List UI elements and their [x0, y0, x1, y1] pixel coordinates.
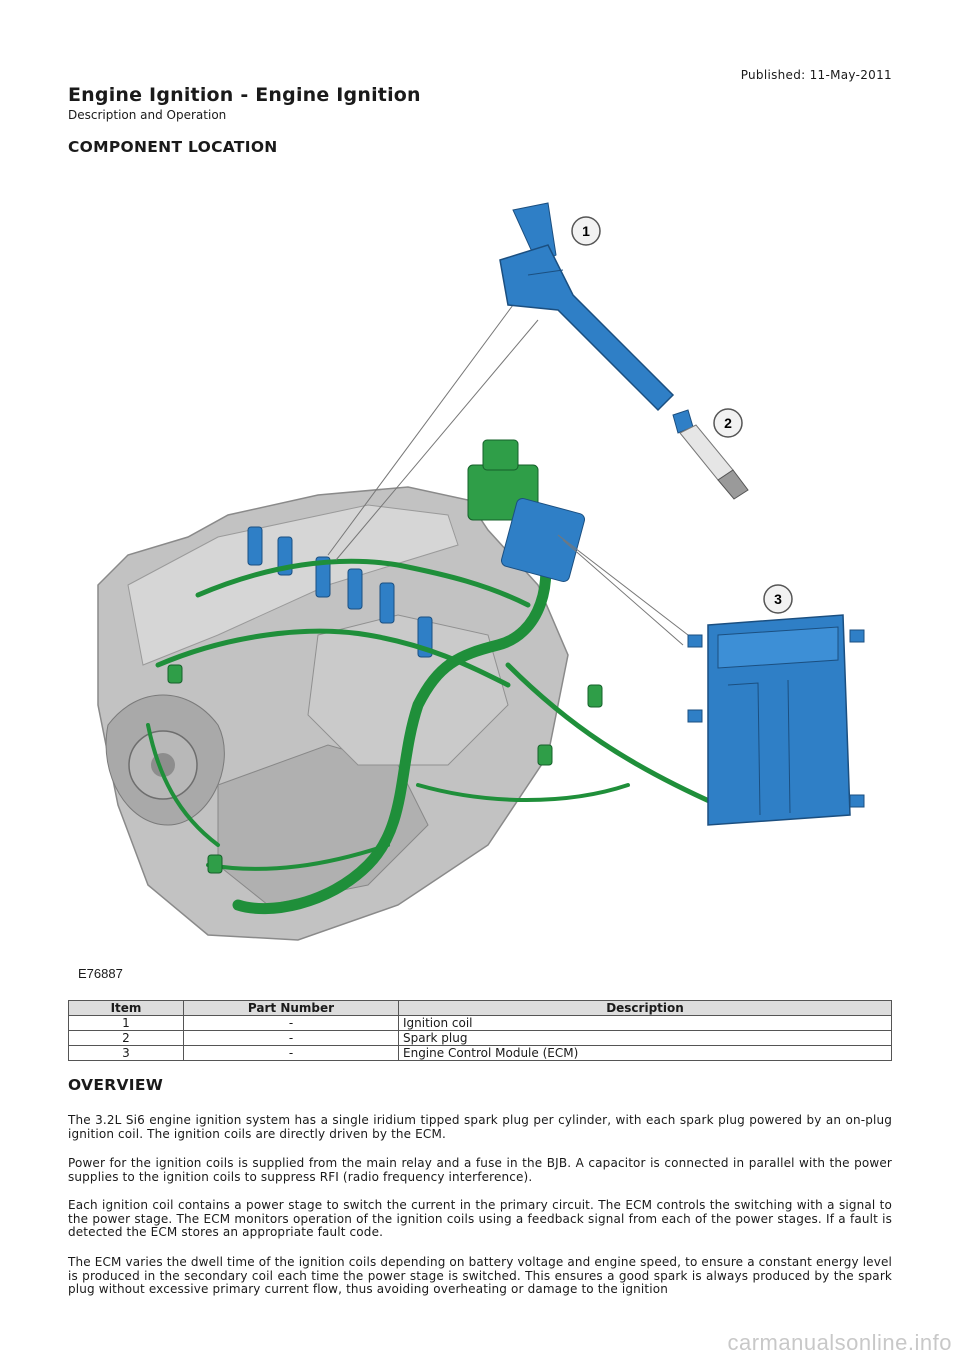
svg-text:1: 1: [582, 223, 590, 239]
component-location-figure: [68, 165, 892, 987]
overview-paragraph: Each ignition coil contains a power stage to switch the current in the primary circuit. The ECM controls the switching with a signal to the power stage. The ECM monitors operation of the ignition coils using a feedback signal from each of the power stages. If a fault is detected the ECM stores an appropriate fault code.: [68, 1198, 892, 1240]
engine-block: [98, 487, 568, 940]
cell-item: 3: [69, 1046, 184, 1061]
callout-1: [572, 217, 600, 245]
callout-3: [764, 585, 792, 613]
svg-text:2: 2: [724, 415, 732, 431]
cell-description: Engine Control Module (ECM): [399, 1046, 892, 1061]
table-header-row: [69, 1001, 892, 1016]
engine-illustration: [68, 165, 892, 987]
cell-part-number: -: [184, 1031, 399, 1046]
header-description: Description: [399, 1001, 892, 1016]
component-location-heading: COMPONENT LOCATION: [68, 138, 278, 156]
table-row: [69, 1031, 892, 1046]
published-date: Published: 11-May-2011: [740, 68, 892, 82]
watermark: carmanualsonline.info: [727, 1330, 952, 1355]
overview-paragraph: The 3.2L Si6 engine ignition system has a single iridium tipped spark plug per cylinder, with each spark plug powered by an on-plug ignition coil. The ignition coils are directly driven by the ECM.: [68, 1113, 892, 1141]
cell-part-number: -: [184, 1016, 399, 1031]
header-item: Item: [69, 1001, 184, 1016]
table-row: [69, 1016, 892, 1031]
engine-control-module: [688, 615, 864, 825]
callout-2: [714, 409, 742, 437]
page-subtitle: Description and Operation: [68, 108, 227, 122]
overview-heading: OVERVIEW: [68, 1076, 164, 1094]
overview-paragraph: Power for the ignition coils is supplied from the main relay and a fuse in the BJB. A capacitor is connected in parallel with the power supplies to the ignition coils to suppress RFI (radio frequency interference).: [68, 1156, 892, 1184]
parts-table: [68, 1000, 892, 1061]
header-part-number: Part Number: [184, 1001, 399, 1016]
figure-code: E76887: [78, 966, 123, 981]
page-title: Engine Ignition - Engine Ignition: [68, 84, 421, 106]
cell-item: 2: [69, 1031, 184, 1046]
svg-text:3: 3: [774, 591, 782, 607]
cell-item: 1: [69, 1016, 184, 1031]
table-row: [69, 1046, 892, 1061]
cell-description: Spark plug: [399, 1031, 892, 1046]
cell-part-number: -: [184, 1046, 399, 1061]
cell-description: Ignition coil: [399, 1016, 892, 1031]
overview-paragraph: The ECM varies the dwell time of the ignition coils depending on battery voltage and engine speed, to ensure a constant energy level is produced in the secondary coil each time the power stage is switched. This ensures a good spark is always produced by the spark plug without excessive primary current flow, thus avoiding overheating or damage to the ignition: [68, 1255, 892, 1297]
